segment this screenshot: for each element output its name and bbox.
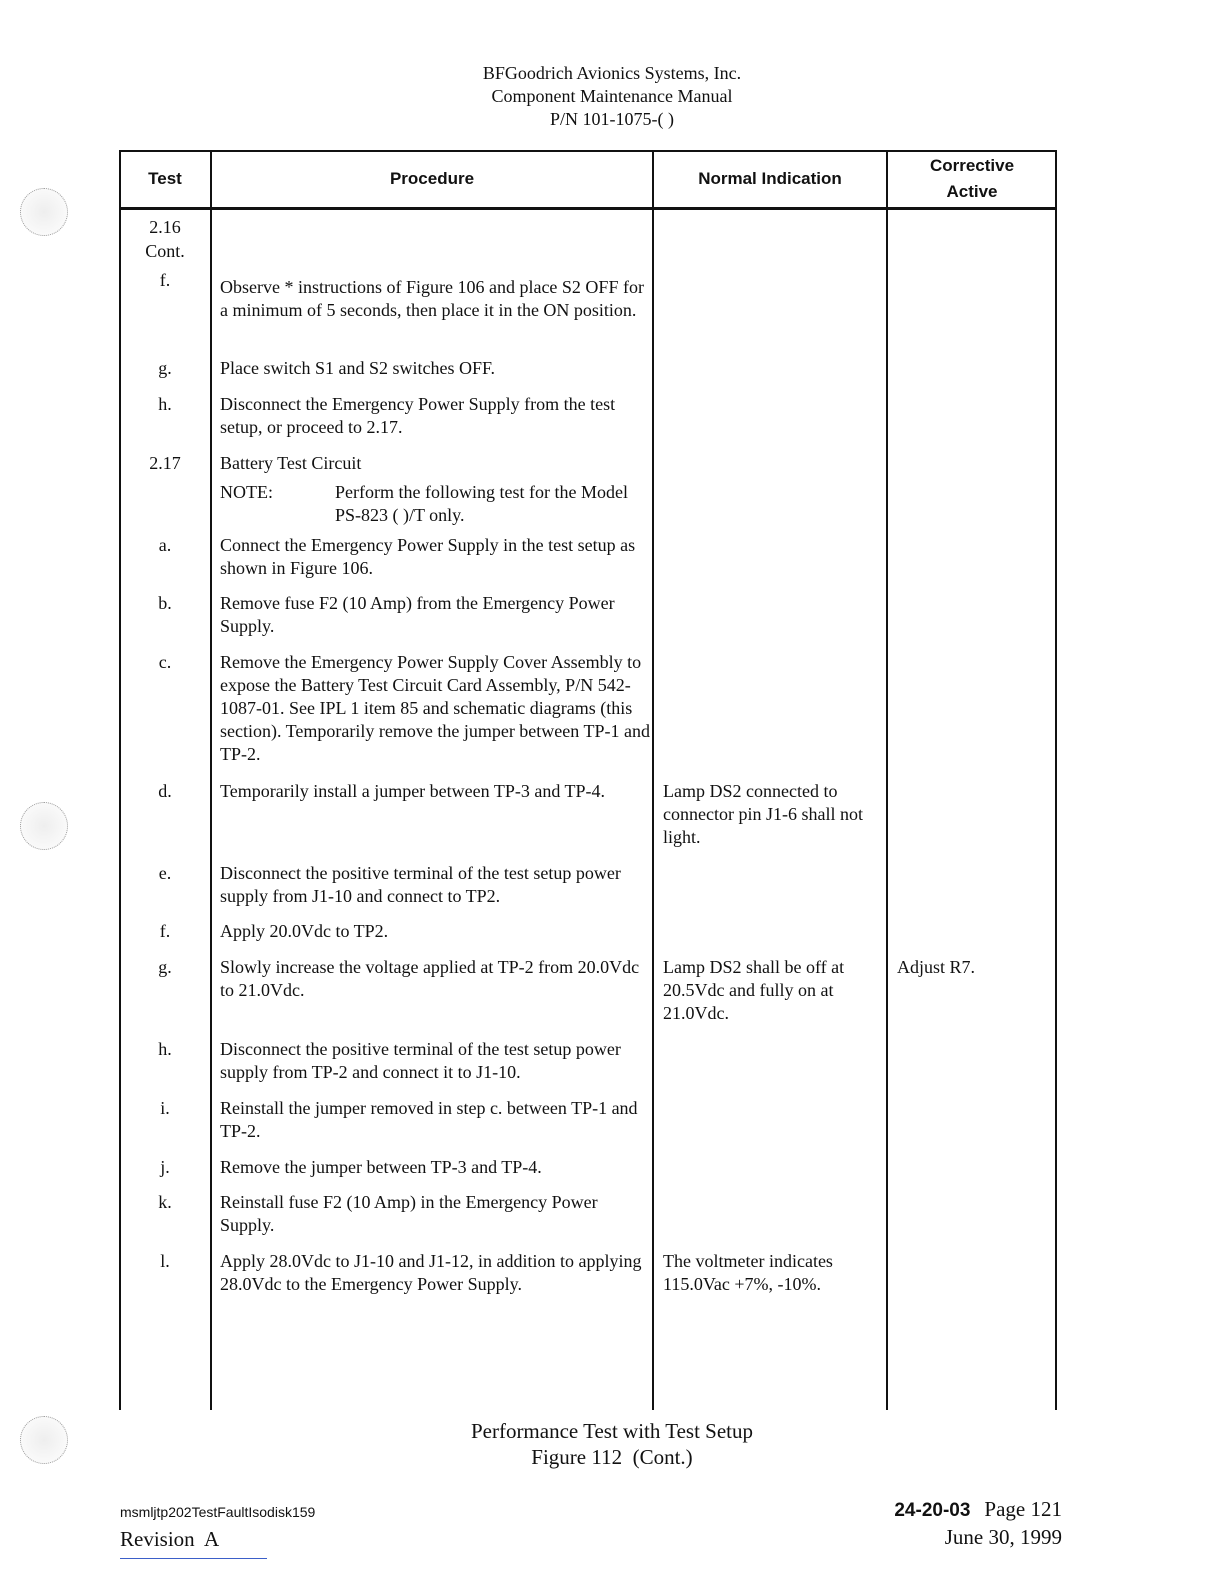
step-number: a. <box>158 535 172 555</box>
caption-title: Performance Test with Test Setup <box>470 1419 754 1443</box>
procedure-text: Apply 20.0Vdc to TP2. <box>220 921 389 941</box>
punch-hole-middle <box>20 802 68 850</box>
procedure-text: Remove the jumper between TP-3 and TP-4. <box>220 1157 542 1177</box>
table-divider-procedure <box>652 150 654 1410</box>
step-number: f. <box>159 921 171 941</box>
footer-right <box>894 1496 1062 1550</box>
punch-hole-top <box>20 188 68 236</box>
step-number: d. <box>158 781 172 801</box>
figure-caption <box>0 1418 1224 1470</box>
step-number: h. <box>158 394 172 414</box>
step-number: c. <box>158 652 172 672</box>
procedure-text: Temporarily install a jumper between TP-3 and TP-4. <box>220 781 605 801</box>
normal-indication-text: Lamp DS2 connected to connector pin J1-6 shall not light. <box>663 781 863 847</box>
file-code: msmljtp202TestFaultIsodisk159 <box>120 1504 316 1520</box>
procedure-text: Remove the Emergency Power Supply Cover Assembly to expose the Battery Test Circuit Card Assembly, P/N 542-1087-01. See IPL 1 item 85 and schematic diagrams (this section). Temporarily remove the jumper between TP-1 and TP-2. <box>220 652 650 764</box>
column-header-test: Test <box>148 169 182 188</box>
footer-underline <box>120 1558 267 1559</box>
manual-title: Component Maintenance Manual <box>491 86 733 106</box>
procedure-text: Place switch S1 and S2 switches OFF. <box>220 358 496 378</box>
page-number: Page 121 <box>984 1497 1062 1521</box>
procedure-text: Apply 28.0Vdc to J1-10 and J1-12, in addition to applying 28.0Vdc to the Emergency Power Supply. <box>220 1251 642 1294</box>
column-header-procedure: Procedure <box>389 169 475 188</box>
revision-date: June 30, 1999 <box>944 1525 1062 1549</box>
procedure-text: Remove fuse F2 (10 Amp) from the Emergency Power Supply. <box>220 593 615 636</box>
procedure-text: Disconnect the Emergency Power Supply from the test setup, or proceed to 2.17. <box>220 394 616 437</box>
part-number: P/N 101-1075-( ) <box>550 109 674 129</box>
procedure-text: Connect the Emergency Power Supply in the test setup as shown in Figure 106. <box>220 535 636 578</box>
step-number: i. <box>160 1098 170 1118</box>
procedure-text: Reinstall the jumper removed in step c. between TP-1 and TP-2. <box>220 1098 638 1141</box>
company-name: BFGoodrich Avionics Systems, Inc. <box>482 63 742 83</box>
step-number: e. <box>158 863 172 883</box>
footer-left <box>120 1502 315 1552</box>
corrective-header-line1: Corrective <box>929 156 1015 175</box>
corrective-action-text: Adjust R7. <box>897 957 976 977</box>
step-number: 2.16 Cont. <box>145 217 185 261</box>
column-header-normal-indication: Normal Indication <box>698 169 842 188</box>
procedure-text: Battery Test Circuit <box>220 453 362 473</box>
procedure-text: Observe * instructions of Figure 106 and place S2 OFF for a minimum of 5 seconds, then place it in the ON position. <box>220 277 644 320</box>
table-divider-normal <box>886 150 888 1410</box>
procedure-text: Disconnect the positive terminal of the test setup power supply from J1-10 and connect to TP2. <box>220 863 621 906</box>
procedure-text: Disconnect the positive terminal of the test setup power supply from TP-2 and connect it to J1-10. <box>220 1039 621 1082</box>
table-border-right <box>1055 150 1057 1410</box>
step-number: b. <box>158 593 172 613</box>
caption-figure-number: Figure 112 (Cont.) <box>531 1445 693 1469</box>
revision-label: Revision A <box>120 1527 220 1551</box>
section-number: 24-20-03 <box>894 1500 971 1521</box>
corrective-header-line2: Active <box>946 182 998 201</box>
procedure-table <box>119 150 1057 1410</box>
note-label: NOTE: <box>220 482 273 502</box>
step-number: j. <box>160 1157 170 1177</box>
step-number: g. <box>158 957 172 977</box>
step-number: f. <box>159 270 171 290</box>
step-number: l. <box>160 1251 170 1271</box>
normal-indication-text: Lamp DS2 shall be off at 20.5Vdc and fully on at 21.0Vdc. <box>663 957 845 1023</box>
step-number: h. <box>158 1039 172 1059</box>
step-number: k. <box>158 1192 172 1212</box>
procedure-text: Slowly increase the voltage applied at TP-2 from 20.0Vdc to 21.0Vdc. <box>220 957 640 1000</box>
step-number: g. <box>158 358 172 378</box>
normal-indication-text: The voltmeter indicates 115.0Vac +7%, -10%. <box>663 1251 833 1294</box>
procedure-text: Reinstall fuse F2 (10 Amp) in the Emergency Power Supply. <box>220 1192 598 1235</box>
column-header-corrective <box>887 150 1057 208</box>
note-text: Perform the following test for the Model PS-823 ( )/T only. <box>335 482 628 525</box>
document-header <box>0 62 1224 131</box>
step-number: 2.17 <box>149 453 181 473</box>
